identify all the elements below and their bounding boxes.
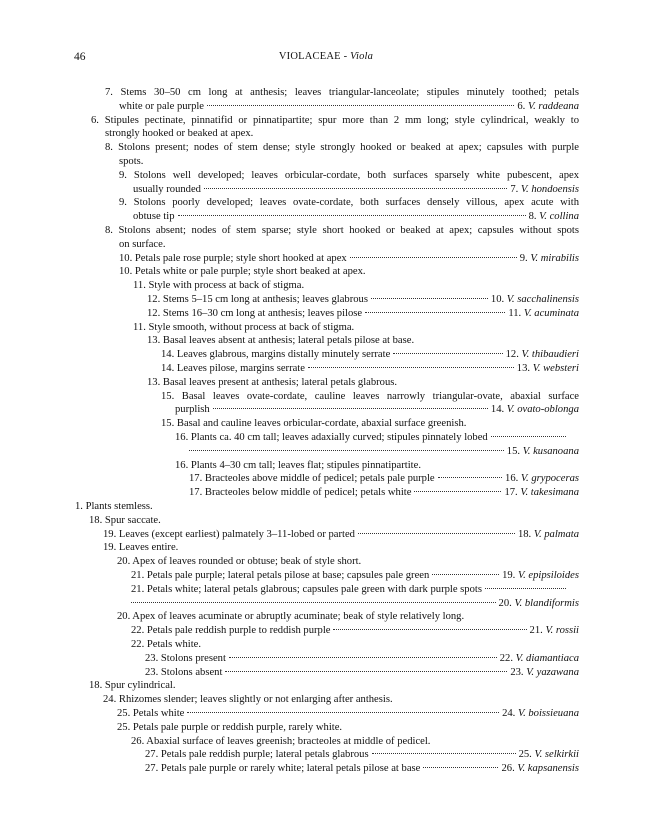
- couplet-text: 25. Petals white: [117, 708, 185, 719]
- couplet-text: 14. Leaves pilose, margins serrate: [161, 363, 305, 374]
- dot-leader: [365, 312, 505, 313]
- terminal-number: 12.: [505, 349, 519, 361]
- couplet-text: 21. Petals white; lateral petals glabrous; capsules pale green with dark purple spots: [131, 583, 482, 595]
- key-couplet-line: 1. Plants stemless.: [75, 501, 153, 512]
- terminal-number: 9.: [519, 252, 528, 264]
- dot-leader: [393, 353, 502, 354]
- terminal-number: 20.: [498, 597, 512, 609]
- key-couplet-line: 13. Basal leaves present at anthesis; lateral petals glabrous.: [147, 376, 398, 388]
- terminal-number: 24.: [502, 708, 516, 719]
- dot-leader: [178, 215, 526, 216]
- dot-leader: [187, 712, 499, 713]
- key-couplet-line: [133, 210, 579, 224]
- key-couplet-line: [131, 583, 579, 597]
- key-couplet-line: [175, 431, 579, 445]
- species-name: V. raddeana: [527, 100, 579, 112]
- terminal-number: 21.: [529, 625, 543, 637]
- couplet-text: 12. Stems 5–15 cm long at anthesis; leaves glabrous: [147, 294, 368, 305]
- key-couplet-line: [145, 748, 579, 762]
- couplet-text: purplish: [175, 404, 210, 416]
- key-couplet-line: [147, 293, 579, 307]
- key-couplet-line: [119, 252, 579, 266]
- key-terminal: [518, 528, 579, 542]
- couplet-text: 12. Stems 16–30 cm long at anthesis; leaves pilose: [147, 307, 363, 319]
- dot-leader: [189, 450, 504, 451]
- key-couplet-line: 19. Leaves entire.: [103, 542, 179, 554]
- species-name: V. diamantiaca: [515, 652, 579, 664]
- species-name: V. kusanoana: [522, 445, 579, 457]
- couplet-text: 23. Stolons absent: [145, 666, 223, 678]
- species-name: V. sacchalinensis: [506, 294, 579, 305]
- dot-leader: [491, 436, 566, 437]
- key-couplet-line: 24. Rhizomes slender; leaves slightly or not enlarging after anthesis.: [103, 694, 393, 706]
- key-terminal: [517, 100, 579, 114]
- couplet-text: usually rounded: [133, 183, 201, 195]
- dot-leader: [225, 671, 507, 672]
- terminal-number: 13.: [516, 363, 531, 374]
- species-name: V. thibaudieri: [521, 349, 579, 361]
- species-name: V. ovato-oblonga: [506, 404, 579, 416]
- key-couplet-line: [147, 307, 579, 321]
- key-couplet-line: 7. Stems 30–50 cm long at anthesis; leaves triangular-lanceolate; stipules minutely toothed; petals: [105, 87, 579, 98]
- key-couplet-line: 11. Style with process at back of stigma.: [133, 280, 305, 292]
- species-name: V. mirabilis: [530, 252, 579, 264]
- terminal-number: 14.: [490, 404, 505, 416]
- key-couplet-line: [133, 183, 579, 197]
- dot-leader: [372, 753, 516, 754]
- species-name: V. epipsiloides: [517, 570, 579, 581]
- key-terminal: [505, 472, 579, 486]
- species-name: V. palmata: [533, 528, 579, 540]
- terminal-number: 6.: [517, 100, 526, 112]
- dot-leader: [308, 367, 514, 368]
- key-terminal: [506, 348, 579, 362]
- terminal-number: 19.: [502, 570, 516, 581]
- terminal-number: 16.: [505, 473, 519, 485]
- species-name: V. acuminata: [523, 307, 579, 319]
- couplet-text: 17. Bracteoles below middle of pedicel; petals white: [189, 487, 412, 499]
- terminal-number: 22.: [499, 652, 513, 664]
- couplet-text: 14. Leaves glabrous, margins distally minutely serrate: [161, 349, 391, 361]
- key-couplet-line: [189, 486, 579, 500]
- species-name: V. grypoceras: [520, 473, 579, 485]
- key-couplet-line: 6. Stipules pectinate, pinnatifid or pinnatipartite; spur more than 2 mm long; style cylindrical, weakly to: [91, 114, 579, 126]
- key-couplet-line: 20. Apex of leaves acuminate or abruptly acuminate; beak of style relatively long.: [117, 611, 465, 623]
- couplet-text: obtuse tip: [133, 211, 175, 223]
- dot-leader: [438, 477, 502, 478]
- key-couplet-line: 18. Spur cylindrical.: [89, 680, 176, 692]
- terminal-number: 7.: [510, 183, 519, 195]
- key-terminal: [491, 293, 579, 307]
- couplet-text: 10. Petals pale rose purple; style short hooked at apex: [119, 252, 347, 264]
- key-terminal: [502, 707, 579, 721]
- species-name: V. collina: [539, 211, 579, 223]
- key-terminal: [510, 183, 579, 197]
- key-couplet-line: on surface.: [119, 238, 166, 250]
- key-couplet-line: [131, 569, 579, 583]
- key-couplet-line: 25. Petals pale purple or reddish purple, rarely white.: [117, 721, 343, 733]
- terminal-number: 18.: [517, 528, 532, 540]
- species-name: V. hondoensis: [520, 183, 579, 195]
- key-couplet-line: 13. Basal leaves absent at anthesis; lateral petals pilose at base.: [147, 335, 415, 347]
- key-terminal: [501, 762, 579, 776]
- running-head: [0, 51, 652, 62]
- couplet-text: 19. Leaves (except earliest) palmately 3–11-lobed or parted: [103, 528, 355, 540]
- species-name: V. selkirkii: [534, 749, 579, 761]
- dot-leader: [333, 629, 526, 630]
- running-head-family: VIOLACEAE: [278, 51, 341, 62]
- couplet-text: 17. Bracteoles above middle of pedicel; petals pale purple: [189, 473, 435, 485]
- dot-leader: [358, 533, 515, 534]
- key-terminal: [529, 210, 579, 224]
- dot-leader: [414, 491, 501, 492]
- key-terminal: [530, 624, 579, 638]
- terminal-number: 8.: [528, 211, 537, 223]
- key-terminal: [517, 362, 579, 376]
- terminal-number: 15.: [506, 445, 521, 457]
- key-terminal: [510, 666, 579, 680]
- page-header: [0, 51, 652, 65]
- key-couplet-line: 11. Style smooth, without process at back of stigma.: [133, 321, 355, 333]
- species-name: V. websteri: [532, 363, 579, 374]
- species-name: V. rossii: [545, 625, 579, 637]
- couplet-text: 22. Petals pale reddish purple to reddish purple: [131, 625, 331, 637]
- terminal-number: 11.: [508, 307, 522, 319]
- key-couplet-line: 10. Petals white or pale purple; style short beaked at apex.: [119, 266, 366, 278]
- key-couplet-line: [189, 472, 579, 486]
- dot-leader: [485, 588, 566, 589]
- key-terminal: [504, 486, 579, 500]
- key-couplet-line: 9. Stolons poorly developed; leaves ovate-cordate, both surfaces densely villous, apex acute with: [119, 197, 579, 209]
- key-couplet-line: 9. Stolons well developed; leaves orbicular-cordate, both surfaces sparsely white pubescent, apex: [119, 169, 579, 181]
- species-name: V. kapsanensis: [517, 763, 579, 775]
- key-terminal: [500, 652, 579, 666]
- key-couplet-line: [145, 652, 579, 666]
- key-terminal: [502, 569, 579, 583]
- dot-leader: [213, 408, 488, 409]
- key-couplet-line: spots.: [119, 156, 144, 167]
- dot-leader: [371, 298, 488, 299]
- species-name: V. boissieuana: [517, 708, 579, 719]
- key-couplet-line: [161, 362, 579, 376]
- key-couplet-line: 8. Stolons present; nodes of stem dense; style strongly hooked or beaked at apex; capsules with purple: [105, 142, 579, 154]
- couplet-text: 23. Stolons present: [145, 652, 226, 664]
- key-couplet-line: [117, 707, 579, 721]
- dot-leader: [204, 188, 507, 189]
- key-couplet-line: [131, 597, 579, 611]
- key-terminal: [491, 403, 579, 417]
- key-couplet-line: [119, 100, 579, 114]
- key-couplet-line: [175, 403, 579, 417]
- running-head-genus: Viola: [350, 51, 374, 62]
- key-terminal: [520, 252, 579, 266]
- key-couplet-line: [145, 762, 579, 776]
- terminal-number: 17.: [504, 487, 518, 499]
- terminal-number: 23.: [510, 666, 524, 678]
- species-name: V. yazawana: [526, 666, 579, 678]
- key-couplet-line: 16. Plants 4–30 cm tall; leaves flat; stipules pinnatipartite.: [175, 459, 421, 471]
- key-couplet-line: [189, 445, 579, 459]
- dot-leader: [229, 657, 497, 658]
- key-terminal: [508, 307, 579, 321]
- key-terminal: [499, 597, 579, 611]
- dot-leader: [423, 767, 498, 768]
- dot-leader: [432, 574, 499, 575]
- dot-leader: [207, 105, 514, 106]
- key-couplet-line: 26. Abaxial surface of leaves greenish; bracteoles at middle of pedicel.: [131, 735, 431, 747]
- terminal-number: 26.: [501, 763, 515, 775]
- key-couplet-line: [103, 528, 579, 542]
- key-couplet-line: [131, 624, 579, 638]
- key-couplet-line: strongly hooked or beaked at apex.: [105, 128, 254, 140]
- species-name: V. takesimana: [520, 487, 579, 499]
- couplet-text: 27. Petals pale reddish purple; lateral petals glabrous: [145, 749, 369, 761]
- key-couplet-line: [161, 348, 579, 362]
- dot-leader: [131, 602, 496, 603]
- key-couplet-line: 15. Basal and cauline leaves orbicular-cordate, abaxial surface greenish.: [161, 418, 467, 430]
- terminal-number: 10.: [490, 294, 505, 305]
- running-head-separator: -: [340, 51, 351, 62]
- key-couplet-line: 18. Spur saccate.: [89, 514, 161, 526]
- terminal-number: 25.: [518, 749, 532, 761]
- couplet-text: white or pale purple: [119, 100, 205, 112]
- key-couplet-line: 8. Stolons absent; nodes of stem sparse; style short hooked or beaked at apex; capsules without spots: [105, 225, 579, 236]
- key-terminal: [507, 445, 579, 459]
- page-number: 46: [74, 51, 86, 63]
- couplet-text: 21. Petals pale purple; lateral petals pilose at base; capsules pale green: [131, 570, 430, 581]
- key-couplet-line: [145, 666, 579, 680]
- species-name: V. blandiformis: [514, 597, 579, 609]
- couplet-text: 16. Plants ca. 40 cm tall; leaves adaxially curved; stipules pinnately lobed: [175, 432, 488, 443]
- key-couplet-line: 22. Petals white.: [131, 639, 202, 650]
- key-couplet-line: 15. Basal leaves ovate-cordate, cauline leaves narrowly triangular-ovate, abaxial surface: [161, 390, 579, 402]
- dot-leader: [350, 257, 517, 258]
- couplet-text: 27. Petals pale purple or rarely white; lateral petals pilose at base: [145, 763, 421, 775]
- key-terminal: [519, 748, 579, 762]
- key-couplet-line: 20. Apex of leaves rounded or obtuse; beak of style short.: [117, 556, 362, 568]
